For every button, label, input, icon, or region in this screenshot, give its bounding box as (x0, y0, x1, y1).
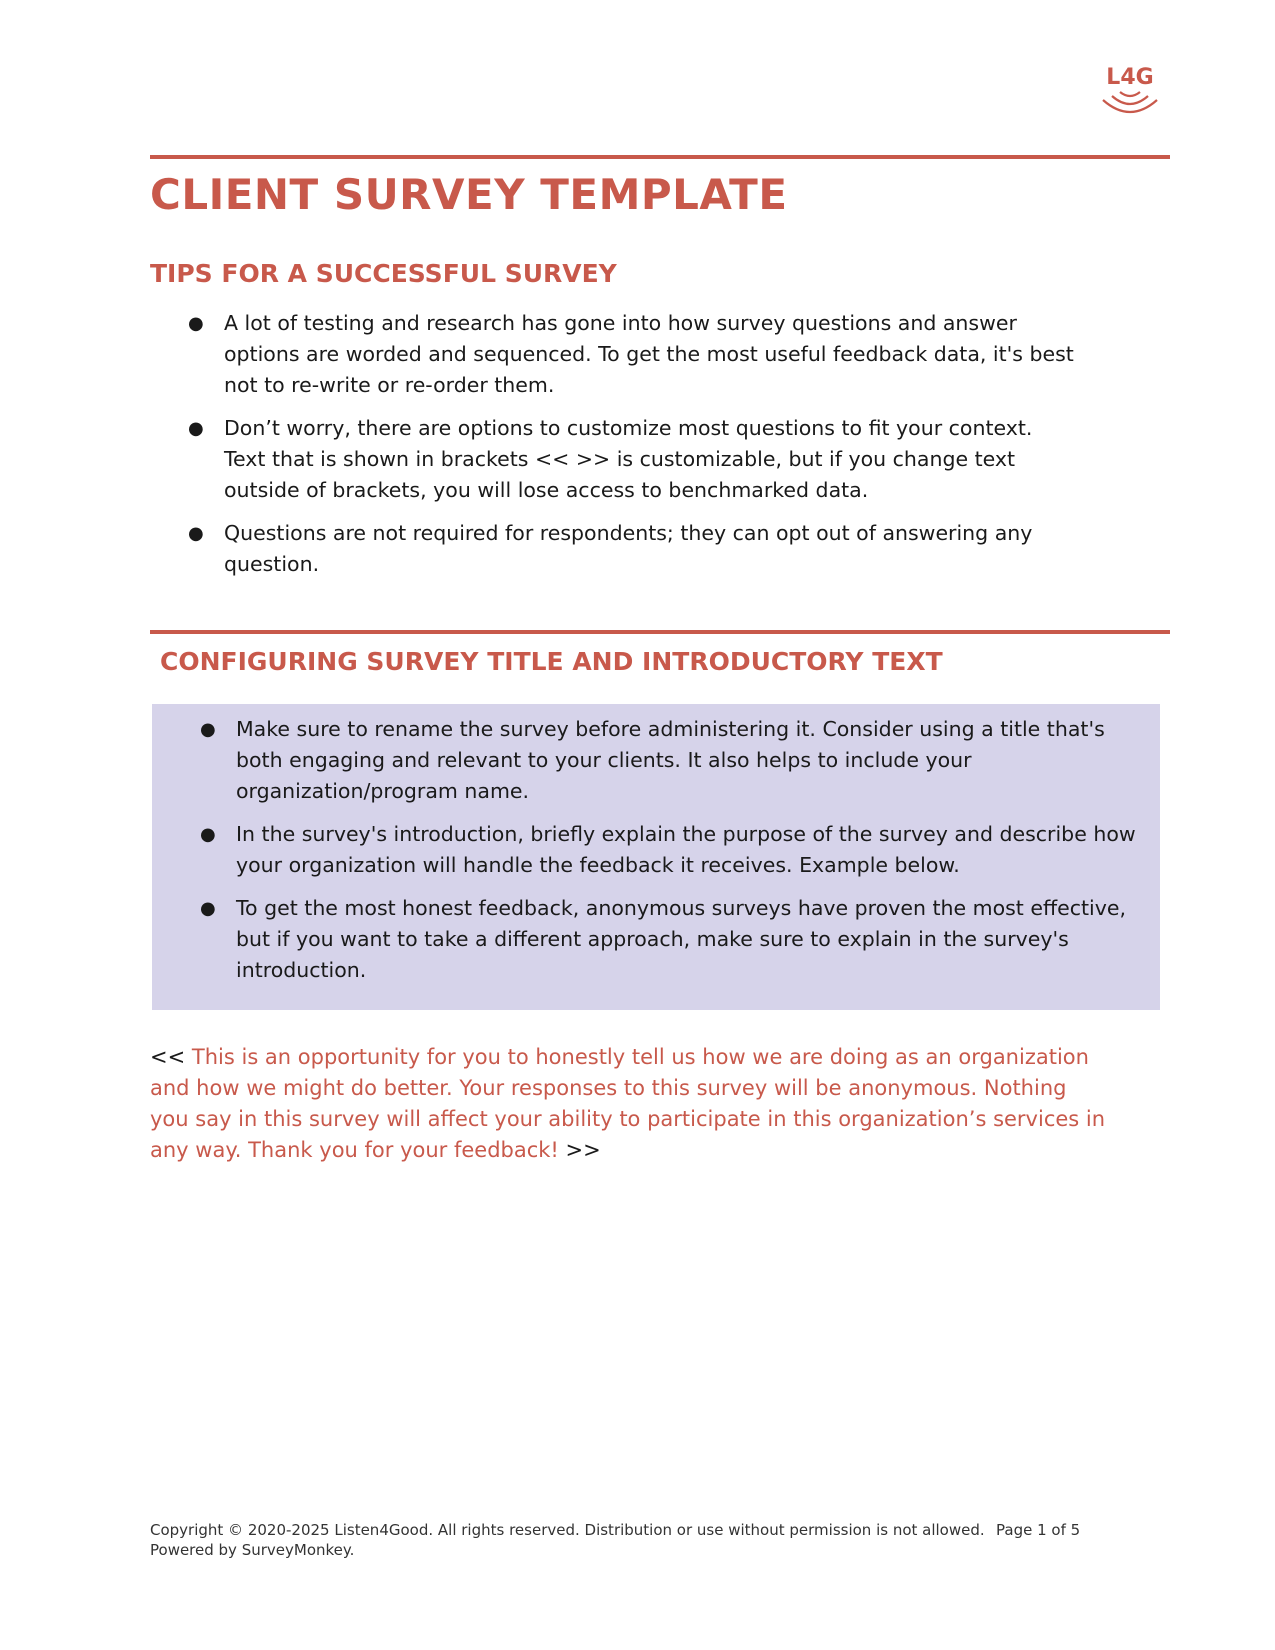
bullet-icon: ● (200, 824, 216, 845)
bullet-icon: ● (188, 313, 204, 334)
page-title: CLIENT SURVEY TEMPLATE (150, 170, 788, 219)
tips-list (150, 308, 1080, 592)
list-item: ● To get the most honest feedback, anonymous surveys have proven the most effective, but if you want to take a different approach, make sure to explain in the survey's introduction. (162, 893, 1152, 986)
list-item: ● Don’t worry, there are options to customize most questions to fit your context. Text that is shown in brackets << >> is customizable, but if you change text outside of brackets, you will lose access to benchmarked data. (150, 413, 1080, 506)
example-intro-text (150, 1042, 1110, 1166)
config-callout (152, 704, 1160, 1010)
section-divider (150, 630, 1170, 634)
logo-text: L4G (1106, 65, 1154, 90)
list-item: ● Make sure to rename the survey before administering it. Consider using a title that's both engaging and relevant to your clients. It also helps to include your organization/program name. (162, 714, 1152, 807)
powered-by: Powered by SurveyMonkey. (150, 1541, 355, 1559)
close-bracket: >> (565, 1138, 601, 1162)
intro-body: This is an opportunity for you to honestly tell us how we are doing as an organization and how we might do better. Your responses to this survey will be anonymous. Nothing you say in this survey will affect your ability to participate in this organization’s services in any way. Thank you for your feedback! (150, 1045, 1106, 1162)
config-heading: CONFIGURING SURVEY TITLE AND INTRODUCTORY TEXT (160, 647, 943, 676)
bullet-icon: ● (188, 523, 204, 544)
tips-heading: TIPS FOR A SUCCESSFUL SURVEY (150, 259, 617, 288)
bullet-icon: ● (200, 719, 216, 740)
open-bracket: << (150, 1045, 186, 1069)
list-item: ● In the survey's introduction, briefly explain the purpose of the survey and describe how your organization will handle the feedback it receives. Example below. (162, 819, 1152, 881)
bullet-icon: ● (188, 418, 204, 439)
bullet-icon: ● (200, 898, 216, 919)
config-list (162, 714, 1152, 998)
list-item: ● A lot of testing and research has gone into how survey questions and answer options are worded and sequenced. To get the most useful feedback data, it's best not to re-write or re-order them. (150, 308, 1080, 401)
page-number: Page 1 of 5 (996, 1521, 1081, 1539)
top-divider (150, 155, 1170, 159)
l4g-logo (1090, 58, 1170, 128)
copyright-text: Copyright © 2020-2025 Listen4Good. All rights reserved. Distribution or use without permission is not allowed. (150, 1521, 985, 1539)
page-footer (150, 1520, 1110, 1560)
list-item: ● Questions are not required for respondents; they can opt out of answering any question. (150, 518, 1080, 580)
